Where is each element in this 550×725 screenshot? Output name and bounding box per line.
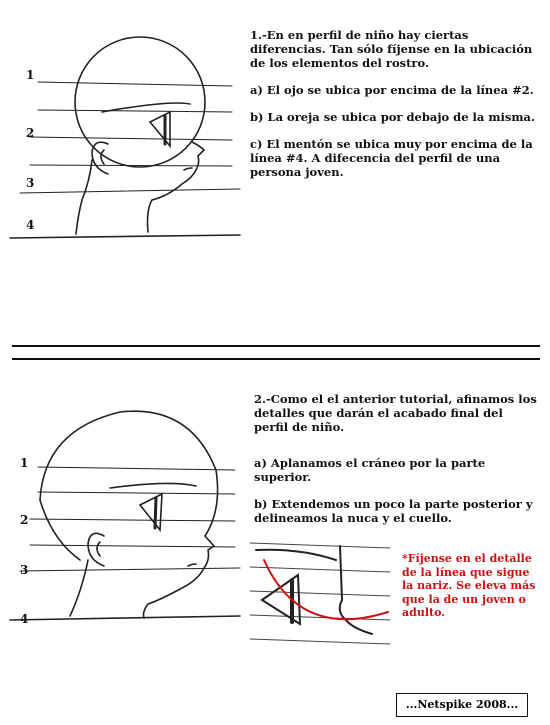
section2-intro: 2.-Como el el anterior tutorial, afinamos los detalles que darán el acabado final del perfil de niño. xyxy=(254,392,537,434)
section1-text xyxy=(250,28,540,192)
credit-box: ...Netspike 2008... xyxy=(396,693,528,717)
line-number-2: 2 xyxy=(26,126,35,140)
section2-point-a: a) Aplanamos el cráneo por la parte superior. xyxy=(254,456,486,484)
line-number-3b: 3 xyxy=(20,563,29,577)
line-number-3: 3 xyxy=(26,176,35,190)
nose-detail-sketch xyxy=(250,543,390,644)
line-number-4b: 4 xyxy=(20,612,29,626)
line-number-1: 1 xyxy=(26,68,35,82)
section1-intro: 1.-En en perfil de niño hay ciertas diferencias. Tan sólo fíjense en la ubicación de los elementos del rostro. xyxy=(250,28,533,70)
line-number-1b: 1 xyxy=(20,456,29,470)
section2-point-b: b) Extendemos un poco la parte posterior y delineamos la nuca y el cuello. xyxy=(254,497,533,525)
nose-detail-note: *Fíjense en el detalle de la línea que sigue la nariz. Se eleva más que la de un joven o adulto. xyxy=(402,552,536,619)
section1-point-c: c) El mentón se ubica muy por encima de la línea #4. A difecencia del perfil de una persona joven. xyxy=(250,137,533,179)
child-profile-sketch-2 xyxy=(10,411,240,620)
line-number-2b: 2 xyxy=(20,513,29,527)
child-profile-sketch-1 xyxy=(10,37,240,238)
section1-point-b: b) La oreja se ubica por debajo de la misma. xyxy=(250,110,535,124)
section1-point-a: a) El ojo se ubica por encima de la línea #2. xyxy=(250,83,534,97)
line-number-4: 4 xyxy=(26,218,35,232)
section2-text xyxy=(254,392,540,538)
